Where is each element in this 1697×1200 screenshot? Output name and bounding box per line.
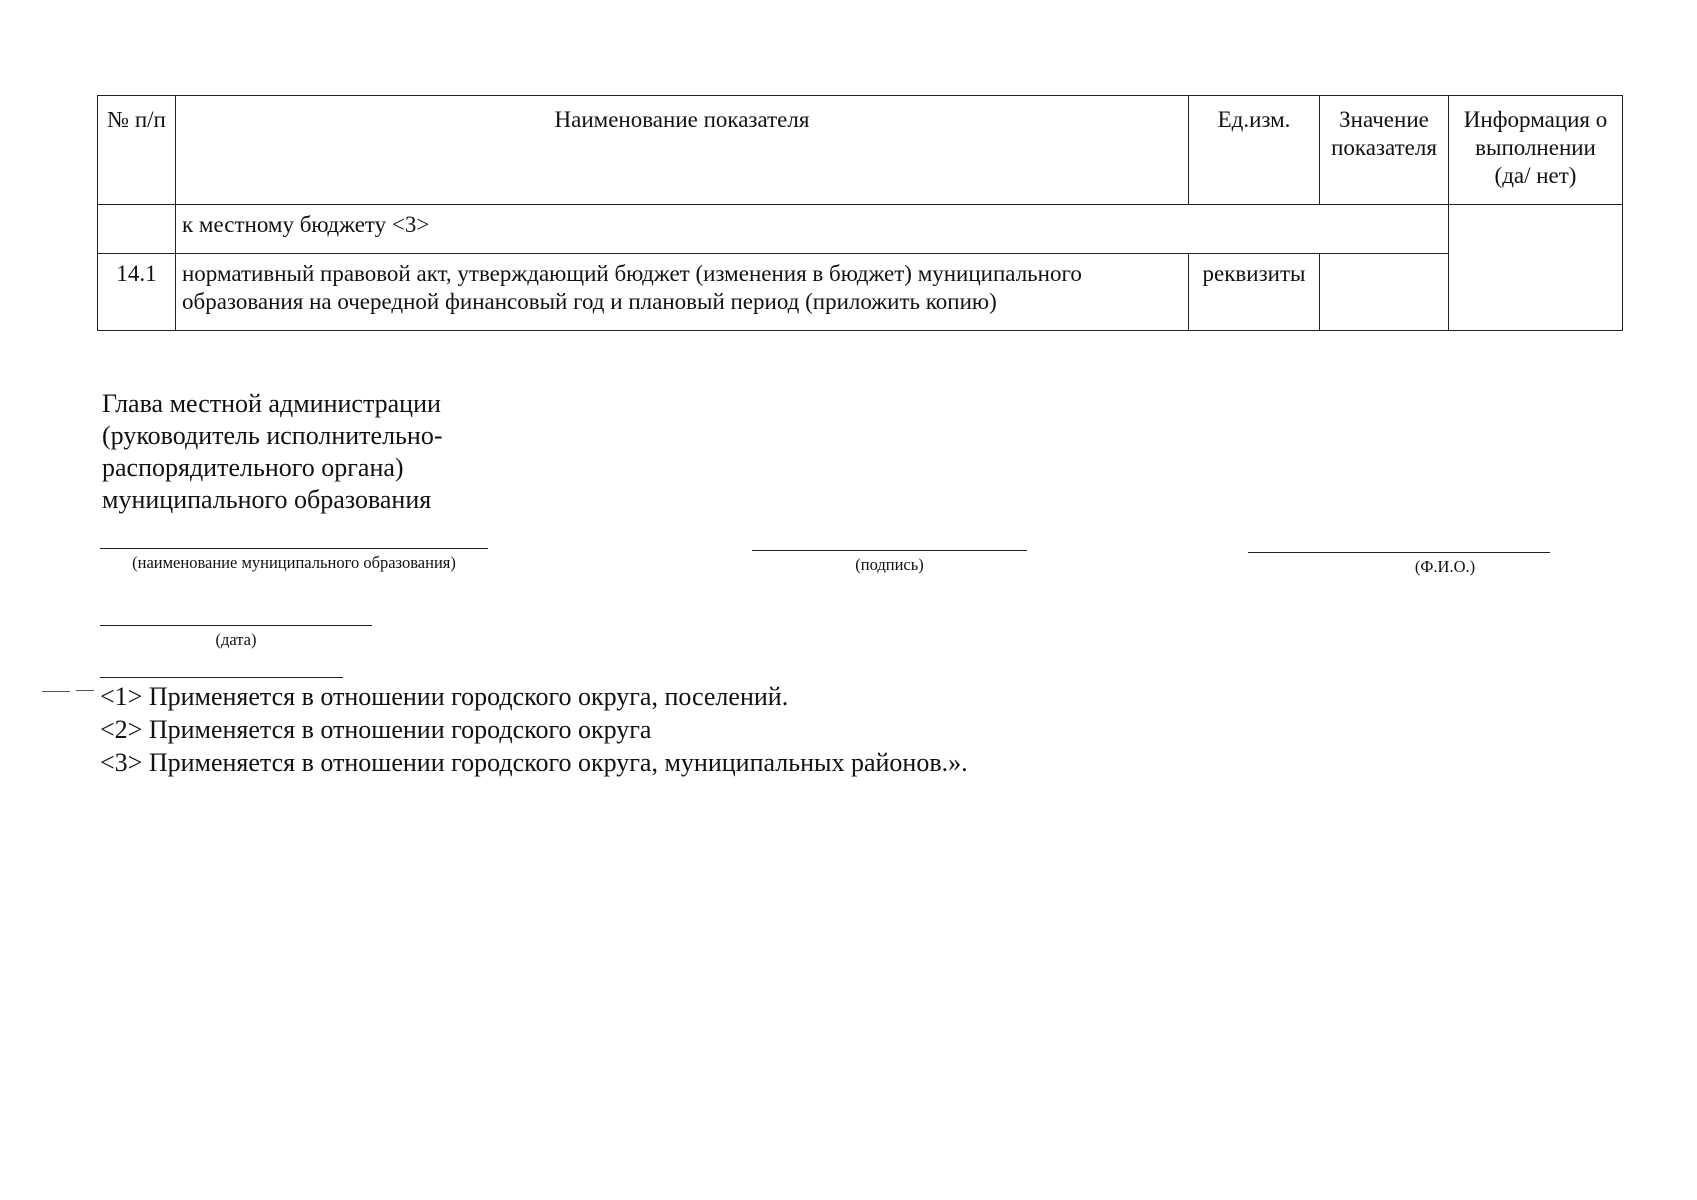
header-info: Информация о выполнении (да/ нет)	[1449, 96, 1623, 205]
signer-line-3: распорядительного органа)	[102, 453, 404, 482]
footnotes	[100, 680, 1300, 779]
footnote-2: <2> Применяется в отношении городского округа	[100, 715, 652, 744]
footnote-separator	[100, 677, 343, 678]
signer-line-1: Глава местной администрации	[102, 389, 441, 418]
row-value	[1320, 254, 1449, 331]
date-line	[100, 625, 372, 626]
table-row	[98, 254, 1623, 331]
stray-mark	[42, 691, 70, 692]
municipality-caption: (наименование муниципального образования)	[132, 553, 456, 572]
header-unit: Ед.изм.	[1189, 96, 1320, 205]
fio-line	[1248, 552, 1550, 553]
signature-caption: (подпись)	[855, 555, 924, 574]
row-unit: реквизиты	[1189, 254, 1320, 331]
row-name: нормативный правовой акт, утверждающий бюджет (изменения в бюджет) муниципального образования на очередной финансовый год и плановый период (приложить копию)	[176, 254, 1189, 331]
indicators-table	[97, 95, 1623, 331]
date-caption: (дата)	[215, 630, 257, 649]
info-merged-cell	[1449, 205, 1623, 331]
municipality-line	[100, 548, 488, 549]
fio-caption: (Ф.И.О.)	[1414, 557, 1476, 576]
footnote-3: <3> Применяется в отношении городского округа, муниципальных районов.».	[100, 748, 968, 777]
row-num: 14.1	[98, 254, 176, 331]
section-row	[98, 205, 1623, 254]
header-value: Значение показателя	[1320, 96, 1449, 205]
signer-line-2: (руководитель исполнительно-	[102, 421, 443, 450]
signature-line	[752, 550, 1027, 551]
header-name: Наименование показателя	[176, 96, 1189, 205]
section-num-cell	[98, 205, 176, 254]
table-header-row	[98, 96, 1623, 205]
footnote-1: <1> Применяется в отношении городского округа, поселений.	[100, 682, 789, 711]
header-num: № п/п	[98, 96, 176, 205]
section-title: к местному бюджету <3>	[176, 205, 1449, 254]
signer-title	[102, 388, 622, 516]
signer-line-4: муниципального образования	[102, 485, 432, 514]
stray-mark	[76, 690, 94, 691]
